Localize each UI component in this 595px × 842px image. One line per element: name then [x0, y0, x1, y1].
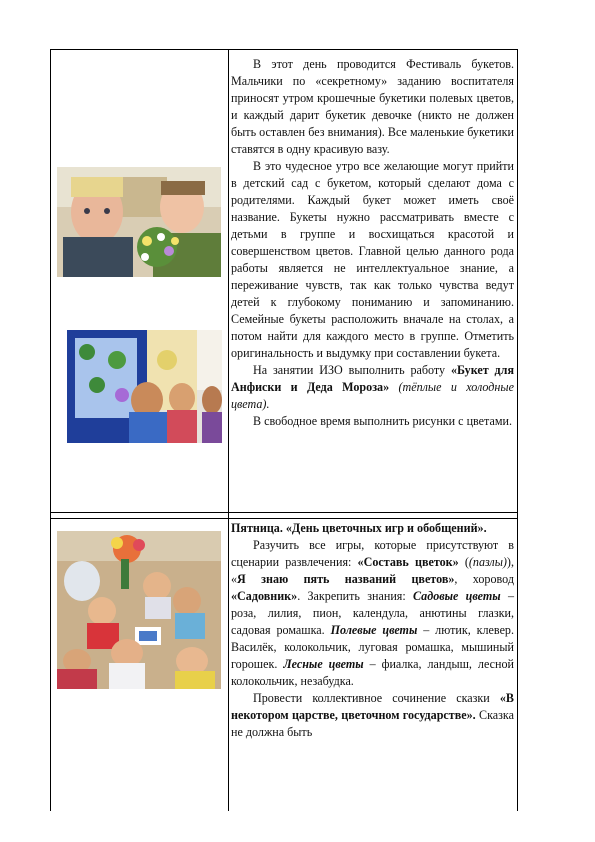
- row2-paragraph-2: [231, 690, 514, 741]
- row2-p2-c: Сказка не должна быть: [231, 708, 514, 739]
- row2-p1-j: – роза, лилия, пион, календула, анютины глазки, садовая ромашка.: [231, 589, 514, 637]
- row2-p1-n: – фиалка, ландыш, лесной колокольчик, незабудка.: [231, 657, 514, 688]
- row1-paragraph-2: В это чудесное утро все желающие могут прийти в детский сад с букетом, который сделают дома с родителями. Каждый букет может иметь своё название. Букеты нужно рассматривать вместе с детьми в группе и восхищаться красотой и совершенством цветов. Главной целью данного рода работы является не интеллектуальное знание, а переживание чувств, так как только чувства ведут детей к глубокому пониманию и запоминанию. Семейные букеты расположить вначале на столах, а потом найти для каждого место в группе. Отметить оригинальность и выдумку при составлении букета.: [231, 159, 514, 360]
- row2-p1-puzzles: (пазлы): [468, 555, 507, 569]
- photo-children-painting: [67, 330, 222, 443]
- table-border-middle: [228, 49, 229, 811]
- row1-p3-lead: На занятии ИЗО выполнить работу: [253, 363, 451, 377]
- row2-text-cell: [231, 520, 514, 741]
- row2-p1-game1: «Составь цветок»: [357, 555, 459, 569]
- row2-p1-game2: Я знаю пять названий цветов»: [237, 572, 455, 586]
- row1-paragraph-3: [231, 362, 514, 413]
- row2-p1-forest: Лесные цветы: [283, 657, 364, 671]
- row2-p1-garden: Садовые цветы: [413, 589, 501, 603]
- table-border-top: [50, 49, 518, 50]
- row2-p1-d: , «: [231, 555, 514, 586]
- row2-p1-l: – лютик, клевер. Василёк, колокольчик, луговая ромашка, мышиный горошек.: [231, 623, 515, 671]
- photo-children-playing-floor: [57, 531, 221, 689]
- table-border-left: [50, 49, 51, 811]
- row2-p1-field: Полевые цветы: [330, 623, 418, 637]
- table-row-divider: [50, 512, 518, 513]
- row2-p1-h: . Закрепить знания:: [297, 589, 413, 603]
- row2-paragraph-1: Разучить все игры, которые присутствуют в сценарии развлечения: «Составь цветок» ((пазлы)), «Я знаю пять названий цветов», хоровод «Садовник». Закрепить знания: Садовые цветы – роза, лилия, пион, календула, анютины глазки, садовая ромашка. Полевые цветы – лютик, клевер. Василёк, колокольчик, луговая ромашка, мышиный горошек. Лесные цветы – фиалка, ландыш, лесной колокольчик, незабудка.: [231, 538, 515, 688]
- row2-heading-text: Пятница. «День цветочных игр и обобщений».: [231, 521, 487, 535]
- row2-p2-a: Провести коллективное сочинение сказки: [253, 691, 500, 705]
- row1-paragraph-4: В свободное время выполнить рисунки с цветами.: [253, 414, 512, 428]
- row2-p1-f: , хоровод: [454, 572, 514, 586]
- row2-p1-game3: «Садовник»: [231, 589, 298, 603]
- row1-p3-note: (тёплые и холодные цвета).: [231, 380, 514, 411]
- row1-p3-title: «Букет для Анфиски и Деда Мороза»: [231, 363, 515, 394]
- row1-text-cell: [231, 56, 514, 430]
- row2-heading: [231, 520, 514, 537]
- table-row-divider-second: [50, 518, 518, 519]
- row2-p2-tale: «В некотором царстве, цветочном государстве».: [231, 691, 514, 722]
- photo-boys-with-bouquet: [57, 167, 221, 277]
- row2-p1-a: Разучить все игры, которые присутствуют в сценарии развлечения:: [231, 538, 514, 569]
- table-border-right: [517, 49, 518, 811]
- row1-paragraph-1: В этот день проводится Фестиваль букетов. Мальчики по «секретному» заданию воспитателя приносят утром крошечные букетики полевых цветов, и каждый дарит букетик девочке (никто не должен быть оставлен без внимания). Все маленькие букетики ставятся в одну красивую вазу.: [231, 57, 514, 156]
